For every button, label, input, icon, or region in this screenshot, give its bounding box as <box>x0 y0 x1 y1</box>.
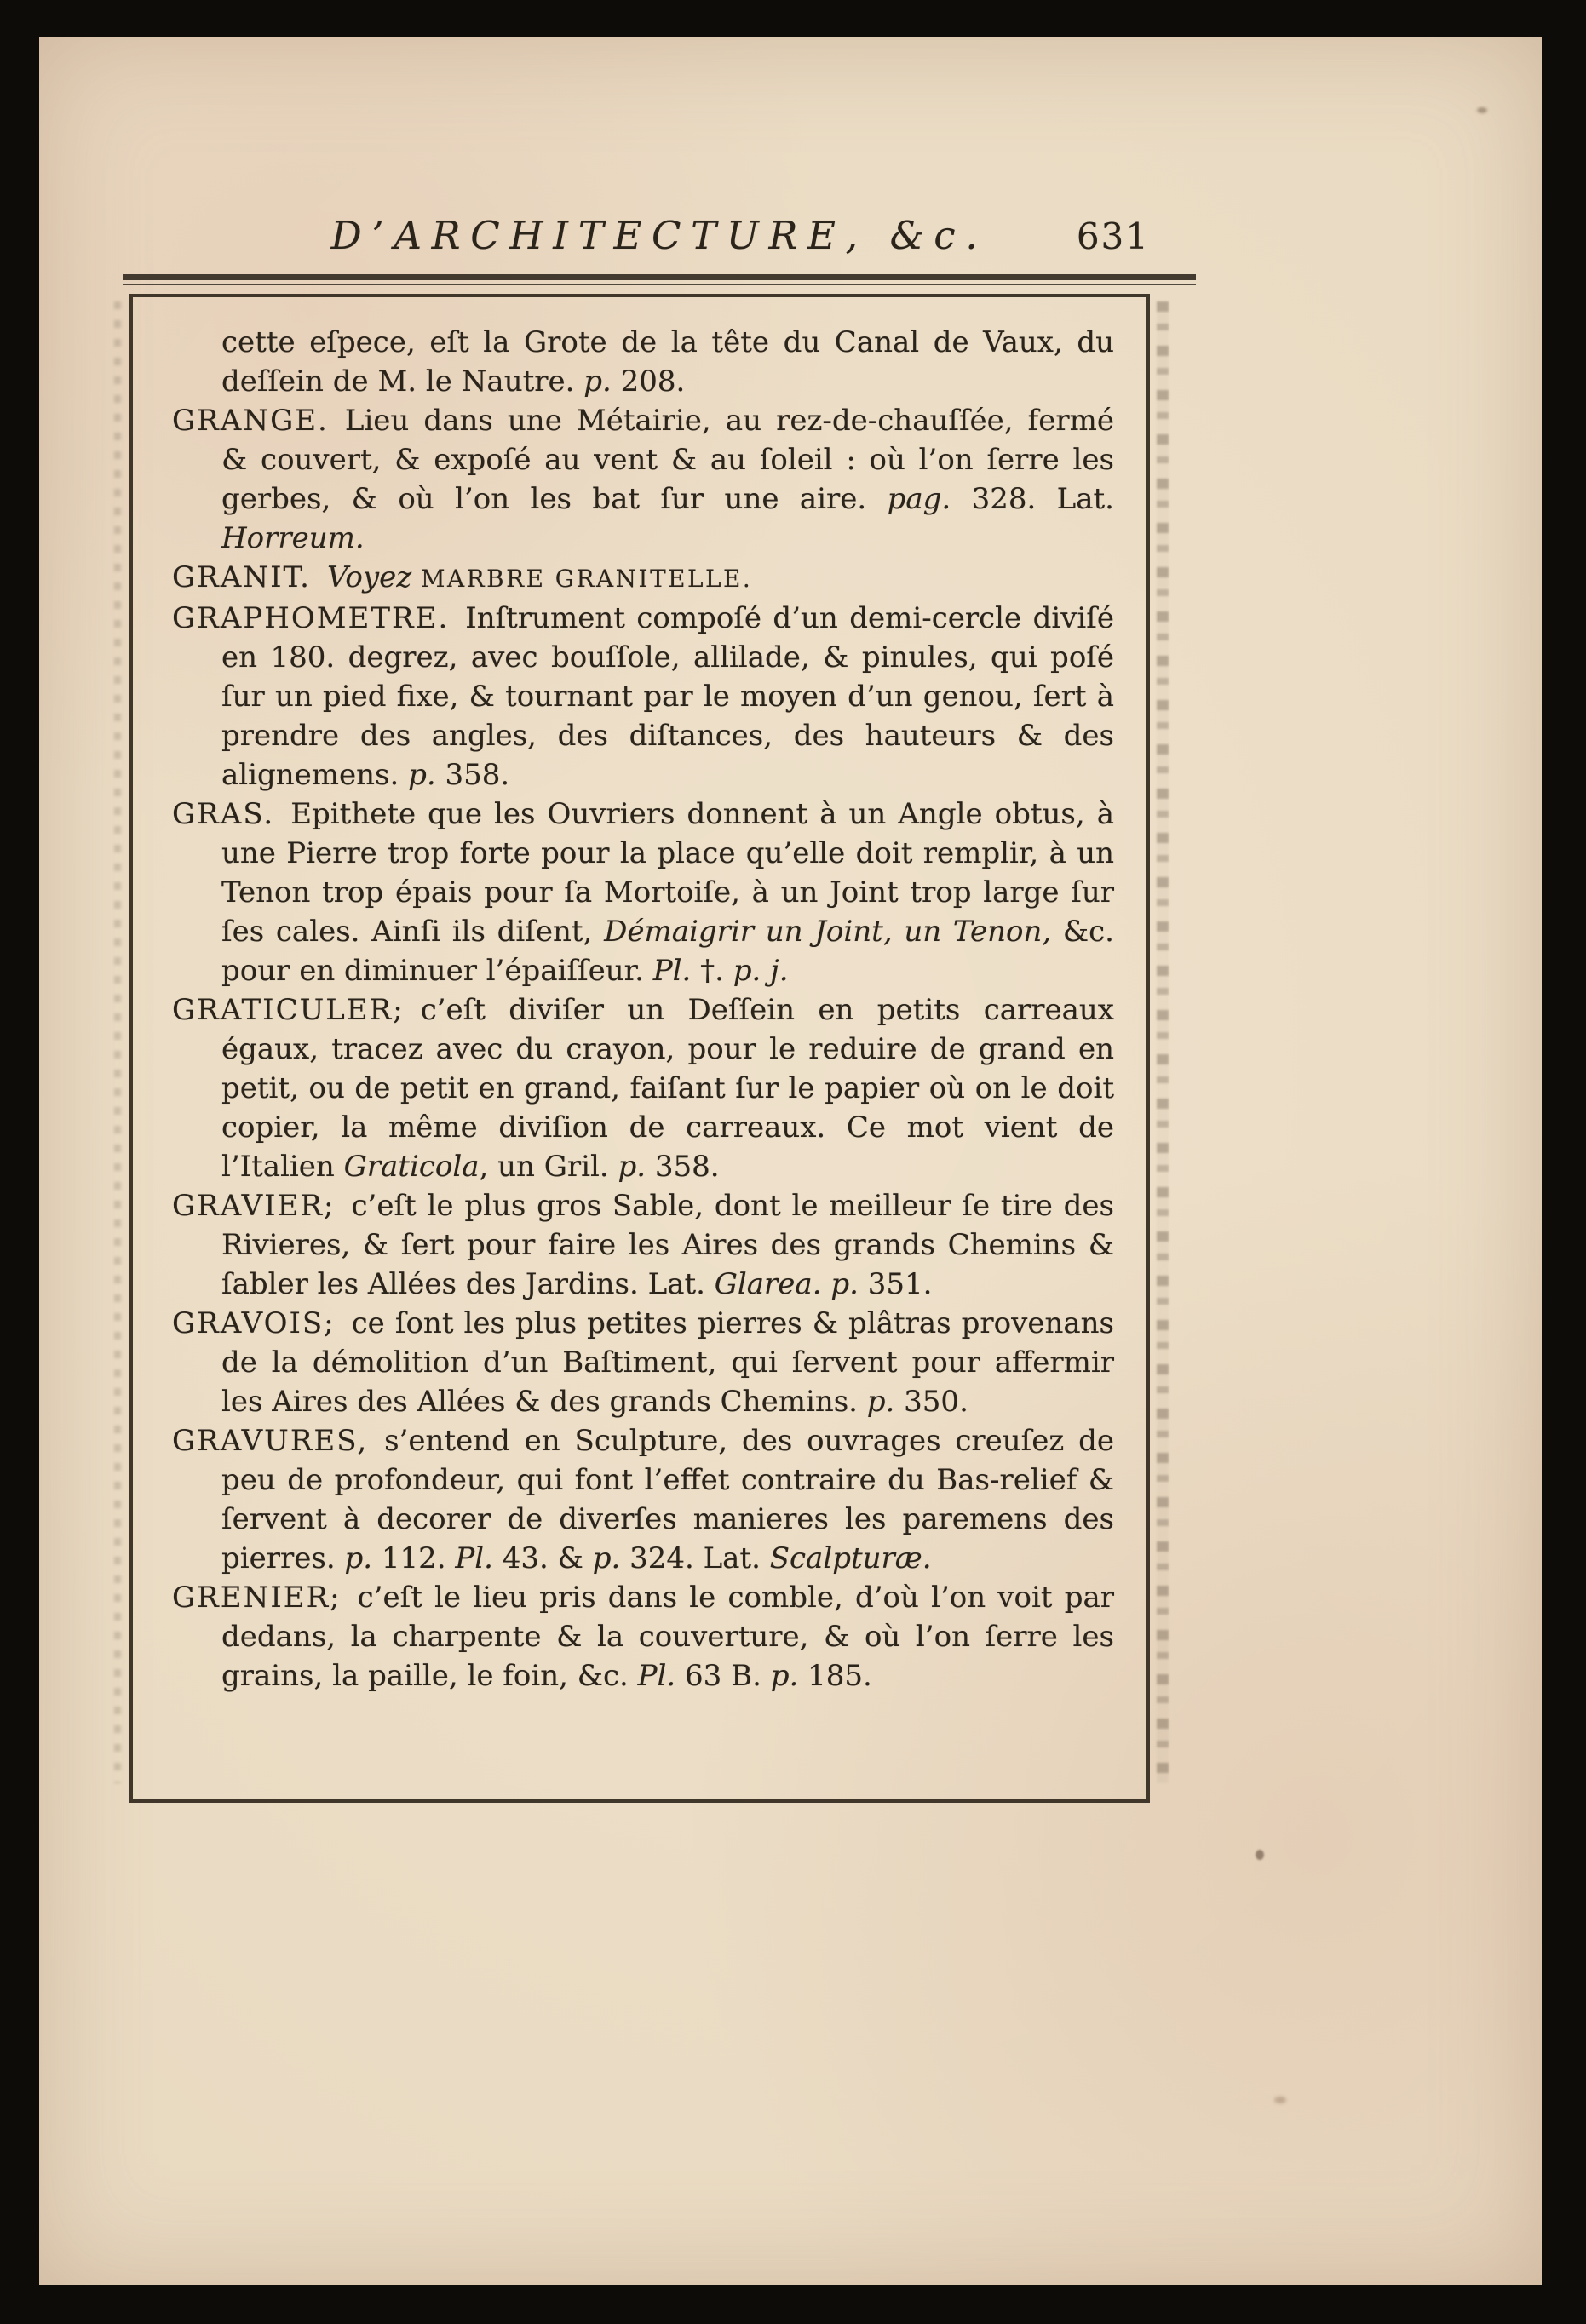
entry-text-run: c’eſt diviſer un Deſſein en petits carreaux égaux, tracez avec du crayon, pour le reduire de grand en petit, ou de petit en grand, faiſant ſur le papier où on le doit copier, la même diviſion de carreaux. Ce mot vient de l’Italien <box>221 993 1114 1184</box>
paper-speck <box>1256 1850 1264 1860</box>
entry-text-run: p. <box>618 1150 646 1184</box>
entry-text-run: Pl. <box>652 954 692 988</box>
entry-text-run: Epithete que les Ouvriers donnent à un Angle obtus, à une Pierre trop forte pour la place qu’elle doit remplir, à un Tenon trop épais pour ſa Mortoiſe, à un Joint trop large ſur ſes cales. Ainſi ils diſent, <box>221 797 1114 949</box>
entry-text-run: ce ſont les plus petites pierres & plâtras provenans de la démolition d’un Baſtiment, qui ſervent pour affermir les Aires des Allées & des grands Chemins. <box>221 1306 1114 1419</box>
dictionary-entry <box>172 599 1114 795</box>
entry-text-run: Lieu dans une Métairie, au rez-de-chauſſée, fermé & couvert, & expoſé au vent & au ſoleil : où l’on ſerre les gerbes, & où l’on les bat ſur une aire. <box>221 404 1114 516</box>
entry-text-run: Démaigrir un Joint, un Tenon, <box>604 915 1052 949</box>
entry-text-run: Pl. <box>637 1659 676 1693</box>
entry-headword: GRAVURES, <box>172 1424 385 1458</box>
entry-text-run: †. <box>691 954 733 988</box>
entry-text-run: p. <box>344 1541 373 1575</box>
entry-text-run: 185. <box>798 1659 872 1693</box>
entry-text-run <box>822 1267 831 1301</box>
running-title: D’ARCHITECTURE, &c. <box>330 213 988 258</box>
entry-text-run: 324. Lat. <box>620 1541 770 1575</box>
entry-text-run: Graticola <box>343 1150 480 1184</box>
paper-speck <box>1274 2097 1286 2103</box>
dictionary-entry <box>172 401 1114 558</box>
entry-text-run: p. <box>408 758 436 792</box>
entry-headword: GRAS. <box>172 797 291 831</box>
entry-text-run: 358. <box>435 758 510 792</box>
entry-text-run: 358. <box>646 1150 720 1184</box>
entry-text-run: p. <box>583 364 612 399</box>
entry-text-run: Horreum. <box>221 521 365 555</box>
entry-text-run: p. <box>770 1659 799 1693</box>
entry-headword: GRANGE. <box>172 404 345 438</box>
entry-text-run: s’entend en Sculpture, des ouvrages creuſez de peu de profondeur, qui font l’effet contraire du Bas-relief & ſervent à decorer de diverſes manieres les paremens des pierres. <box>221 1424 1114 1575</box>
entry-text-run: 351. <box>858 1267 933 1301</box>
entry-text-run: Voyez <box>326 560 421 594</box>
dictionary-entry <box>172 990 1114 1186</box>
entry-text-run: cette eſpece, eſt la Grote de la tête du Canal de Vaux, du deſſein de M. le Nautre. <box>221 325 1114 399</box>
entries <box>172 323 1114 1696</box>
paper <box>39 37 1542 2285</box>
dictionary-entry <box>172 1578 1114 1696</box>
entry-text-run: MARBRE GRANITELLE. <box>420 565 753 593</box>
dictionary-entry <box>172 1304 1114 1421</box>
entry-text-run: p. j. <box>733 954 789 988</box>
dictionary-entry <box>172 1186 1114 1304</box>
entry-text-run: Pl. <box>455 1541 493 1575</box>
dictionary-entry <box>172 558 1114 599</box>
entry-text-run: c’eſt le plus gros Sable, dont le meilleur ſe tire des Rivieres, & ſert pour faire les Aires des grands Chemins & ſabler les Allées des Jardins. Lat. <box>221 1189 1114 1301</box>
dictionary-entry <box>172 1421 1114 1578</box>
dictionary-entry <box>172 323 1114 401</box>
entry-text-run: p. <box>592 1541 621 1575</box>
entry-text-run: Glarea. <box>714 1267 822 1301</box>
entry-text-run: p. <box>830 1267 859 1301</box>
binding-shadow <box>114 301 121 1783</box>
entry-headword: GRAVIER; <box>172 1189 352 1223</box>
entry-text-run: Inſtrument compoſé d’un demi-cercle diviſé en 180. degrez, avec bouſſole, allilade, & pinules, qui poſé ſur un pied fixe, & tournant par le moyen d’un genou, ſert à prendre des angles, des diſtances, des hauteurs & des alignemens. <box>221 601 1114 792</box>
entry-text-run: 208. <box>611 364 686 399</box>
entry-headword: GRATICULER; <box>172 993 421 1027</box>
text-frame <box>129 294 1150 1803</box>
entry-headword: GRAVOIS; <box>172 1306 352 1340</box>
entry-text-run: , un Gril. <box>479 1150 618 1184</box>
entry-text-run: 328. Lat. <box>951 482 1114 516</box>
entry-text-run: p. <box>866 1385 895 1419</box>
entry-text-run: &c. pour en diminuer l’épaiſſeur. <box>221 915 1114 988</box>
entry-text-run: 350. <box>894 1385 968 1419</box>
entry-text-run: 43. & <box>492 1541 593 1575</box>
entry-text-run: Scalpturæ. <box>769 1541 932 1575</box>
entry-text-run: pag. <box>887 482 951 516</box>
entry-headword: GRAPHOMETRE. <box>172 601 466 635</box>
entry-headword: GRENIER; <box>172 1581 358 1615</box>
header-rule-thin <box>123 284 1196 285</box>
entry-text-run: c’eſt le lieu pris dans le comble, d’où l’on voit par dedans, la charpente & la couverture, & où l’on ſerre les grains, la paille, le foin, &c. <box>221 1581 1114 1693</box>
header-rule-thick <box>123 274 1196 280</box>
page-header <box>124 213 1194 266</box>
header-rule <box>123 274 1196 285</box>
paper-speck <box>1477 107 1487 113</box>
dictionary-entry <box>172 795 1114 990</box>
page-edge-artifact <box>1157 301 1169 1783</box>
page-number: 631 <box>1076 215 1150 257</box>
entry-text-run: 112. <box>372 1541 456 1575</box>
entry-headword: GRANIT. <box>172 560 327 594</box>
entry-text-run: 63 B. <box>675 1659 771 1693</box>
